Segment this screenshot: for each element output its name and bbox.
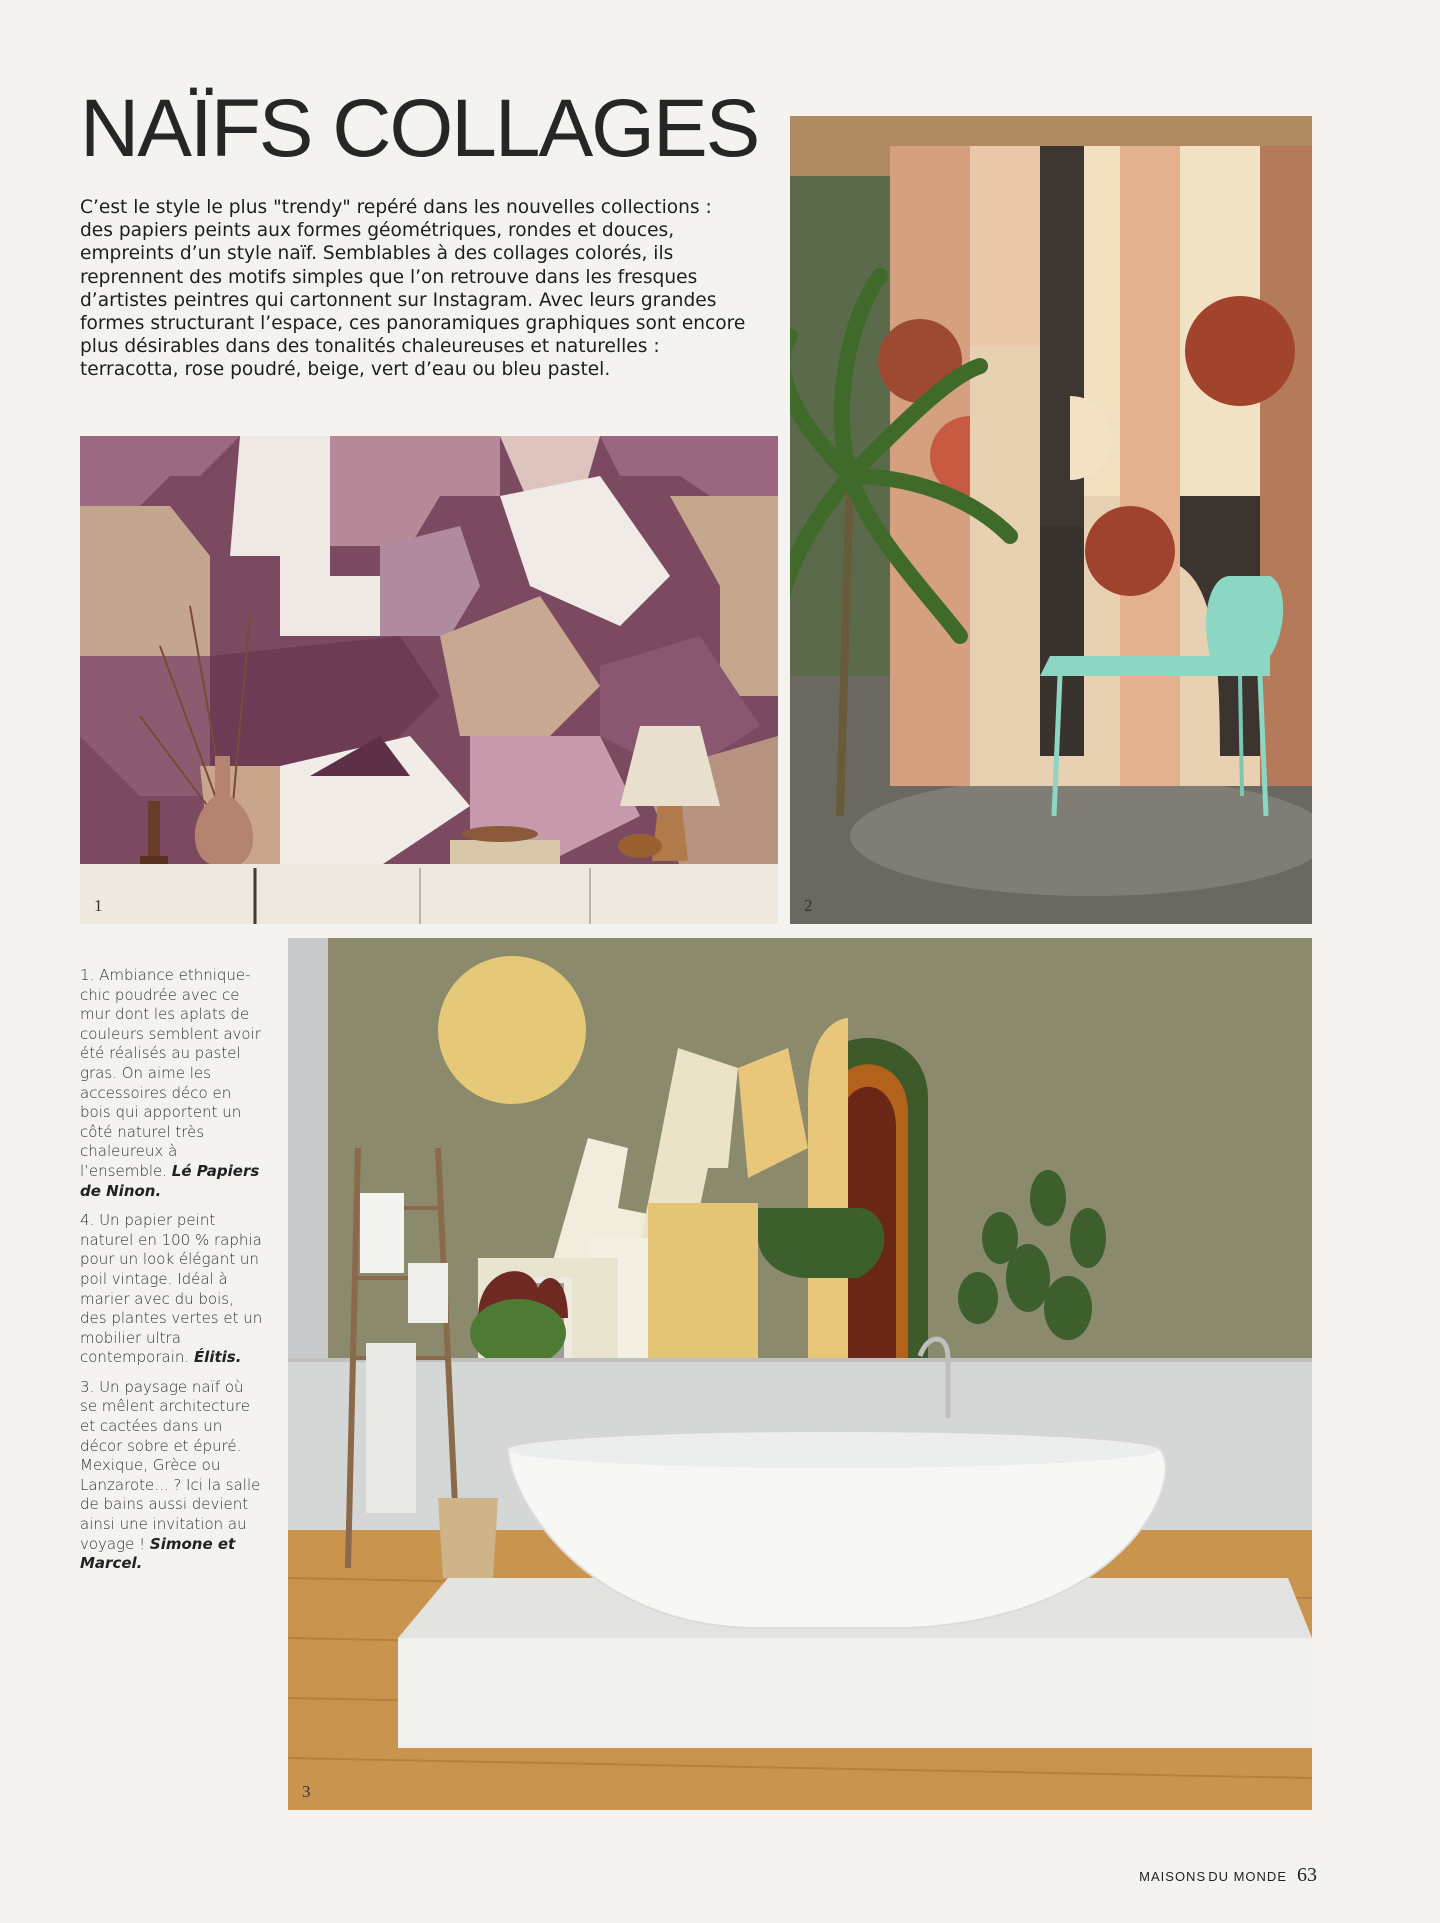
page-number: 63 — [1297, 1864, 1317, 1886]
caption-3 — [80, 1378, 265, 1574]
photo-1-collage-wallpaper — [80, 436, 778, 924]
photo-3-bathroom-mural — [288, 938, 1312, 1810]
caption-credit: Élitis. — [193, 1348, 242, 1367]
magazine-logo: MAISONS DU MONDE — [1139, 1869, 1287, 1884]
article-title: NAÏFS COLLAGES — [80, 83, 759, 174]
photo-number: 1 — [94, 896, 103, 915]
article-intro: C’est le style le plus "trendy" repéré dans les nouvelles collections : des papiers peints aux formes géométriques, rondes et douces, empreints d’un style naïf. Semblables à des collages colorés, ils reprennent des motifs simples que l’on retrouve dans les fresques d’artistes peintres qui cartonnent sur Instagram. Avec leurs grandes formes structurant l’espace, ces panoramiques graphiques sont encore plus désirables dans des tonalités chaleureuses et naturelles : terracotta, rose poudré, beige, vert d’eau ou bleu pastel. — [80, 197, 746, 381]
raffia-wallpaper-illustration — [790, 116, 1312, 924]
caption-text: 1. Ambiance ethnique-chic poudrée avec ce mur dont les aplats de couleurs semblent avoir été réalisés au pastel gras. On aime les accessoires déco en bois qui apportent un côté naturel très chaleureux à l’ensemble. — [80, 966, 261, 1180]
caption-credit: Lé Papiers de Ninon. — [80, 1161, 260, 1200]
caption-text: 4. Un papier peint naturel en 100 % raphia pour un look élégant un poil vintage. Idéal à marier avec du bois, des plantes vertes et un mobilier ultra contemporain. — [80, 1211, 263, 1367]
page-footer — [1139, 1864, 1317, 1887]
bathroom-mural-illustration — [288, 938, 1312, 1810]
caption-1 — [80, 966, 265, 1201]
collage-wallpaper-illustration — [80, 436, 778, 924]
photo-2-raffia-wallpaper — [790, 116, 1312, 924]
caption-2 — [80, 1211, 265, 1368]
captions-column — [80, 966, 265, 1584]
photo-number: 2 — [804, 896, 813, 915]
photo-number: 3 — [302, 1782, 311, 1801]
caption-text: 3. Un paysage naïf où se mêlent architecture et cactées dans un décor sobre et épuré. Mexique, Grèce ou Lanzarote... ? Ici la salle de bains aussi devient ainsi une invitation au voyage ! — [80, 1377, 261, 1553]
caption-credit: Simone et Marcel. — [80, 1534, 236, 1573]
